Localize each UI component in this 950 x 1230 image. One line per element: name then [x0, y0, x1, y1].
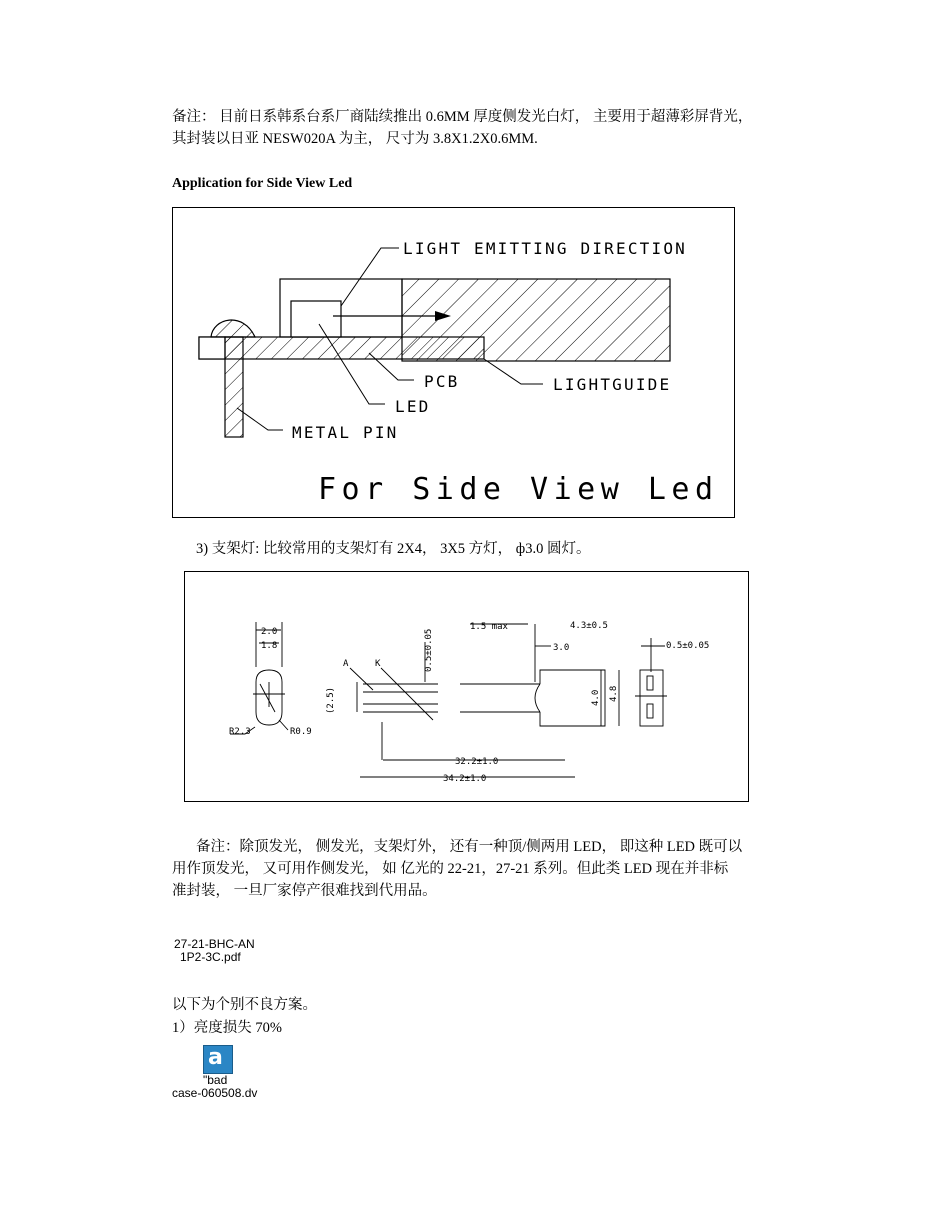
figure-caption: For Side View Led	[318, 472, 719, 507]
dim-2-0: 2.0	[261, 627, 278, 637]
dim-4-3: 4.3±0.5	[570, 621, 608, 631]
metal-pin-shape	[225, 337, 243, 437]
dim-32-2: 32.2±1.0	[455, 757, 499, 767]
note-2	[172, 836, 782, 902]
document-a-icon[interactable]: a	[203, 1045, 233, 1074]
label-metal-pin: METAL PIN	[292, 423, 399, 442]
dim-2-5: (2.5)	[326, 686, 336, 714]
bad-item-1: 1）亮度损失 70%	[172, 1020, 282, 1036]
attachment-bad-case-line-2: case-060508.dv	[172, 1086, 258, 1100]
attachment-pdf-line-2: 1P2-3C.pdf	[180, 950, 241, 964]
note-2-line-3: 准封装， 一旦厂家停产很难找到代用品。	[172, 883, 437, 899]
solder-blob	[211, 320, 255, 337]
bad-intro: 以下为个别不良方案。	[172, 997, 317, 1013]
label-led: LED	[395, 397, 431, 416]
attachment-bad-case-line-1: "bad	[203, 1073, 228, 1087]
attachment-bad-case[interactable]	[172, 1074, 257, 1100]
side-view-led-figure	[172, 207, 735, 518]
note-1-line-1: 备注： 目前日系韩系台系厂商陆续推出 0.6MM 厚度侧发光白灯， 主要用于超薄彩屏背光，	[172, 109, 753, 125]
led-chip	[291, 301, 341, 337]
note-1	[172, 106, 782, 150]
dim-1-8: 1.8	[261, 641, 278, 651]
dim-r2-3: R2.3	[229, 727, 251, 737]
section-heading: Application for Side View Led	[172, 176, 353, 191]
dim-34-2: 34.2±1.0	[443, 774, 487, 784]
label-k: K	[375, 659, 381, 669]
dim-0-5-right: 0.5±0.05	[666, 641, 710, 651]
note-2-line-2: 用作顶发光， 又可用作侧发光， 如 亿光的 22-21，27-21 系列。但此类 LED 现在并非标	[172, 861, 729, 877]
dim-1-5-max: 1.5 max	[470, 622, 508, 632]
dim-r0-9: R0.9	[290, 727, 312, 737]
attachment-pdf[interactable]	[174, 938, 255, 964]
dim-4-8: 4.8	[609, 685, 619, 702]
bracket-lamp-drawing	[184, 571, 749, 802]
attachment-pdf-line-1: 27-21-BHC-AN	[174, 937, 255, 951]
label-a: A	[343, 659, 349, 669]
label-light-emitting-direction: LIGHT EMITTING DIRECTION	[403, 239, 687, 258]
dim-4-0: 4.0	[591, 689, 601, 706]
note-2-line-1: 备注：除顶发光， 侧发光，支架灯外， 还有一种顶/侧两用 LED， 即这种 LED 既可以	[196, 839, 743, 855]
label-pcb: PCB	[424, 372, 460, 391]
dim-3-0: 3.0	[553, 643, 570, 653]
dim-0-5-vertical: 0.5±0.05	[424, 628, 434, 672]
item-3: 3) 支架灯: 比较常用的支架灯有 2X4， 3X5 方灯， ф3.0 圆灯。	[196, 541, 591, 557]
label-lightguide: LIGHTGUIDE	[553, 375, 672, 394]
note-1-line-2: 其封装以日亚 NESW020A 为主， 尺寸为 3.8X1.2X0.6MM.	[172, 131, 538, 147]
